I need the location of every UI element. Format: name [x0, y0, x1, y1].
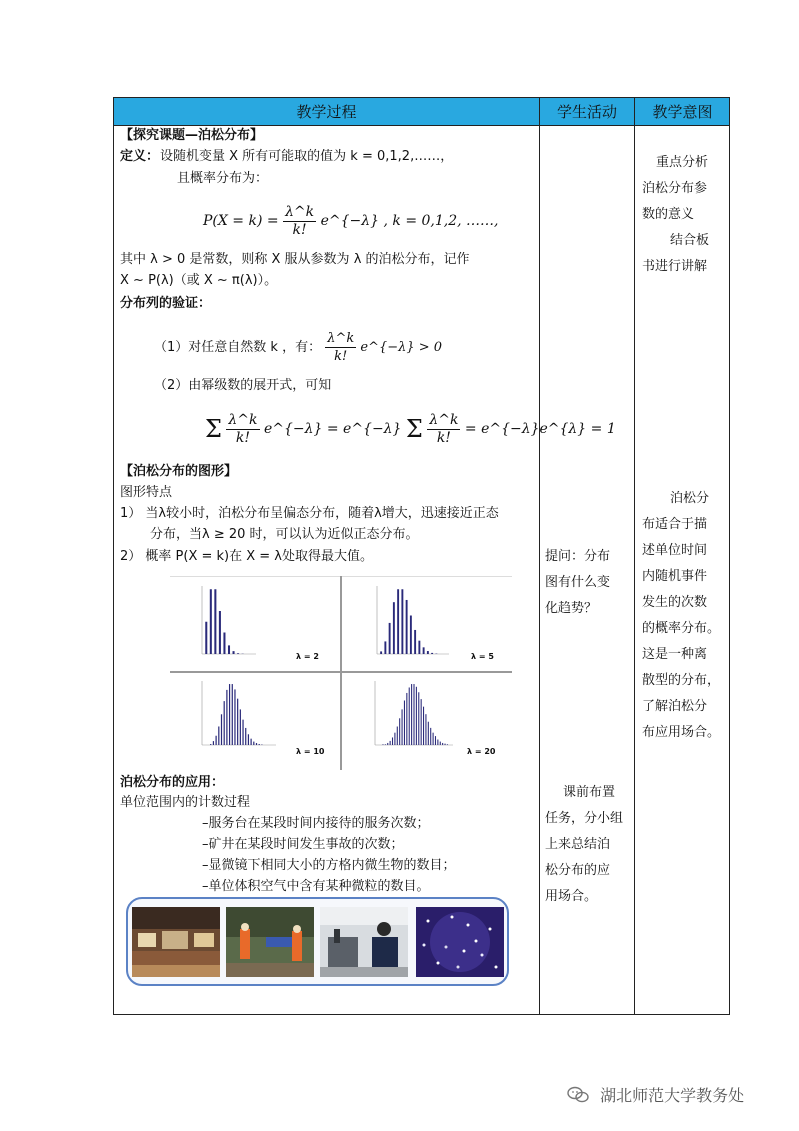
- header-student: 学生活动: [556, 103, 617, 121]
- sum-tail: = e^{−λ}e^{λ} = 1: [464, 421, 616, 437]
- chart-lambda-5: [343, 578, 511, 672]
- intent-line: 重点分析: [656, 155, 709, 170]
- verify-title: 分布列的验证：: [120, 296, 212, 311]
- chart-lambda-10: [170, 675, 338, 769]
- intent-line: 发生的次数: [642, 595, 708, 610]
- photo-service-counter: [132, 907, 220, 977]
- table-header: [114, 98, 729, 126]
- intent-line: 数的意义: [642, 207, 695, 222]
- watermark: [567, 1083, 744, 1108]
- intent-line: 散型的分布，: [642, 673, 721, 688]
- sum-denominator-2: k!: [436, 429, 451, 446]
- where-line-2: X ~ P(λ)（或 X ~ π(λ)）。: [120, 273, 278, 288]
- student-line: 任务，分小组: [545, 811, 624, 826]
- chart-label: λ = 20: [467, 747, 496, 756]
- chart-lambda-2: [170, 578, 338, 672]
- formula-numerator: λ^k: [285, 203, 315, 220]
- header-process: 教学过程: [296, 103, 357, 121]
- application-item: –服务台在某段时间内接待的服务次数；: [202, 816, 430, 831]
- student-line: 化趋势？: [545, 601, 598, 616]
- where-line-1: 其中 λ > 0 是常数，则称 X 服从参数为 λ 的泊松分布，记作: [120, 252, 470, 267]
- verify-1-suffix: e^{−λ} > 0: [360, 340, 443, 355]
- intent-block-1: [642, 150, 709, 280]
- application-intro: 单位范围内的计数过程: [120, 795, 251, 810]
- photo-microscope: [320, 907, 408, 977]
- student-line: 松分布的应: [545, 863, 611, 878]
- sum-mid: e^{−λ} = e^{−λ}: [263, 421, 402, 437]
- section-title-explore: 【探究课题—泊松分布】: [120, 128, 264, 143]
- chart-lambda-20: [343, 675, 511, 769]
- verify-1-numerator: λ^k: [327, 331, 355, 346]
- section-title-graphs: 【泊松分布的图形】: [120, 464, 238, 479]
- sum-numerator-2: λ^k: [429, 411, 459, 428]
- intent-line: 泊松分布参: [642, 181, 708, 196]
- intent-line: 述单位时间: [642, 543, 708, 558]
- verify-1-denominator: k!: [334, 349, 348, 364]
- verify-1-prefix: （1）对任意自然数 k ，有：: [154, 340, 322, 355]
- poisson-formula: [203, 201, 499, 241]
- shape-point-2: 2） 概率 P(X = k)在 X = λ处取得最大值。: [120, 549, 373, 564]
- student-line: 上来总结泊: [545, 837, 611, 852]
- wechat-icon: [567, 1086, 589, 1108]
- student-task: [545, 780, 623, 910]
- intent-line: 这是一种离: [642, 647, 708, 662]
- sum-formula: [205, 409, 616, 449]
- definition-text: 设随机变量 X 所有可能取的值为 k = 0,1,2,……，: [160, 149, 454, 164]
- definition-text-2: 且概率分布为：: [177, 171, 269, 186]
- sum-denominator: k!: [235, 429, 251, 446]
- watermark-text: 湖北师范大学教务处: [600, 1086, 745, 1105]
- shape-point-1b: 分布，当λ ≥ 20 时，可以认为近似正态分布。: [150, 527, 419, 542]
- application-item: –矿井在某段时间发生事故的次数；: [202, 837, 404, 852]
- column-divider: [539, 98, 540, 1014]
- intent-line: 布适合于描: [642, 517, 708, 532]
- intent-block-2: [642, 486, 720, 746]
- application-title: 泊松分布的应用：: [120, 775, 225, 790]
- intent-line: 布应用场合。: [642, 725, 721, 740]
- poisson-charts-grid: [170, 576, 512, 770]
- formula-tail: , k = 0,1,2, ……,: [383, 213, 499, 229]
- student-line: 用场合。: [545, 889, 598, 904]
- formula-denominator: k!: [292, 221, 307, 238]
- sum-sign: Σ: [205, 415, 222, 443]
- shape-point-1a: 1） 当λ较小时，泊松分布呈偏态分布，随着λ增大，迅速接近正态: [120, 506, 499, 521]
- intent-line: 的概率分布。: [642, 621, 721, 636]
- intent-line: 书进行讲解: [642, 259, 708, 274]
- photo-particles: [416, 907, 504, 977]
- application-photos: [126, 897, 509, 986]
- chart-label: λ = 2: [296, 652, 319, 661]
- photo-mine-accident: [226, 907, 314, 977]
- verify-1: [154, 330, 442, 366]
- application-item: –显微镜下相同大小的方格内微生物的数目；: [202, 858, 456, 873]
- chart-label: λ = 10: [296, 747, 325, 756]
- student-line: 图有什么变: [545, 575, 611, 590]
- student-question: [545, 544, 610, 622]
- application-item: –单位体积空气中含有某种微粒的数目。: [202, 879, 430, 894]
- sum-sign-2: Σ: [405, 415, 423, 443]
- header-intent: 教学意图: [652, 103, 713, 121]
- formula-exp: e^{−λ}: [320, 213, 380, 229]
- intent-line: 了解泊松分: [642, 699, 708, 714]
- column-divider: [634, 98, 635, 1014]
- chart-label: λ = 5: [471, 652, 494, 661]
- intent-line: 结合板: [670, 233, 710, 248]
- student-line: 课前布置: [563, 785, 616, 800]
- formula-lhs: P(X = k) =: [203, 213, 279, 229]
- shape-label: 图形特点: [120, 485, 173, 500]
- intent-line: 内随机事件: [642, 569, 708, 584]
- student-line: 提问：分布: [545, 549, 611, 564]
- verify-2: （2）由幂级数的展开式，可知: [154, 378, 332, 393]
- sum-numerator: λ^k: [228, 411, 258, 428]
- definition-label: 定义：: [120, 149, 160, 164]
- intent-line: 泊松分: [670, 491, 710, 506]
